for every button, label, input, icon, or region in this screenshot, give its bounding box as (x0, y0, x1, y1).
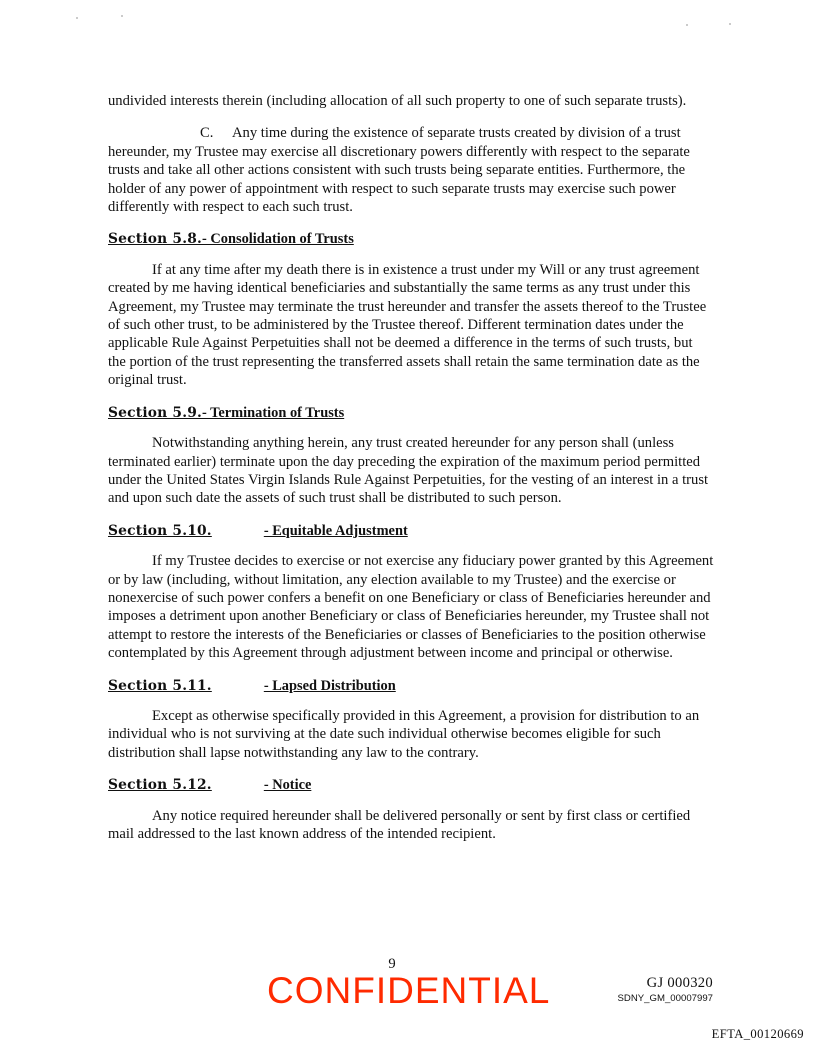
confidential-stamp: CONFIDENTIAL (267, 970, 551, 1011)
section-5-11-heading (108, 677, 714, 695)
page-number: 9 (388, 956, 396, 972)
scan-speck (121, 15, 123, 17)
section-number: Section 5.8. (108, 231, 202, 248)
bates-number-sdny: SDNY_GM_00007997 (617, 993, 713, 1004)
scan-speck (729, 23, 731, 25)
section-title: - Notice (263, 777, 312, 794)
scan-speck (76, 17, 78, 19)
section-5-12-heading (108, 776, 714, 794)
section-5-8-heading (108, 230, 714, 248)
section-number: Section 5.11. (108, 677, 212, 694)
paragraph-c-letter: C. (200, 125, 214, 142)
section-5-10-heading (108, 522, 714, 540)
section-5-10-body: If my Trustee decides to exercise or not exercise any fiduciary power granted by this Agreement or by law (including, without limitation, any election available to my Trustee) and the exercise or nonexercise of such power confers a benefit on one Beneficiary or class of Beneficiaries hereunder and imposes a detriment upon another Beneficiary or class of Beneficiaries hereunder, my Trustee shall not attempt to restore the interests of the Beneficiaries or classes of Beneficiaries to the position otherwise contemplated by this Agreement through adjustment between income and principal or otherwise. (108, 553, 714, 662)
paragraph-c (108, 124, 714, 216)
bates-number-efta: EFTA_00120669 (711, 1027, 804, 1041)
section-5-11-body: Except as otherwise specifically provided in this Agreement, a provision for distribution to an individual who is not surviving at the date such individual otherwise becomes eligible for such distribution shall lapse notwithstanding any law to the contrary. (108, 707, 700, 761)
scan-speck (686, 24, 688, 26)
section-5-12-body: Any notice required hereunder shall be delivered personally or sent by first class or certified mail addressed to the last known address of the intended recipient. (108, 807, 691, 842)
section-5-9-heading (108, 404, 714, 422)
section-number: Section 5.10. (108, 522, 212, 539)
section-title: - Equitable Adjustment (263, 522, 408, 539)
bates-number-gj: GJ 000320 (646, 975, 713, 991)
opening-paragraph: undivided interests therein (including allocation of all such property to one of such separate trusts). (108, 93, 687, 109)
section-5-9-body: Notwithstanding anything herein, any trust created hereunder for any person shall (unless terminated earlier) terminate upon the day preceding the expiration of the maximum period permitted under the United States Virgin Islands Rule Against Perpetuities, for the vesting of an interest in a trust and upon such date the assets of such trust shall be distributed to such person. (108, 435, 709, 507)
section-5-8-body: If at any time after my death there is in existence a trust under my Will or any trust agreement created by me having identical beneficiaries and substantially the same terms as any trust under this Agreement, my Trustee may terminate the trust hereunder and transfer the assets thereof to the Trustee of such other trust, to be administered by the Trustee thereof. Different termination dates under the applicable Rule Against Perpetuities shall not be deemed a difference in the terms of such trusts, but the portion of the trust representing the transferred assets shall retain the same termination date as the original trust. (108, 261, 707, 389)
section-title: - Consolidation of Trusts (202, 231, 354, 248)
section-number: Section 5.9. (108, 404, 202, 421)
section-title: - Termination of Trusts (202, 404, 345, 421)
paragraph-c-text: Any time during the existence of separate trusts created by division of a trust hereunder, my Trustee may exercise all discretionary powers differently with respect to the separate trusts and take all other actions consistent with such trusts being separate entities. Furthermore, the holder of any power of appointment with respect to such separate trusts may exercise such power differently with respect to each such trust. (108, 125, 690, 216)
section-number: Section 5.12. (108, 777, 212, 794)
section-title: - Lapsed Distribution (263, 677, 396, 694)
document-body (108, 92, 714, 857)
